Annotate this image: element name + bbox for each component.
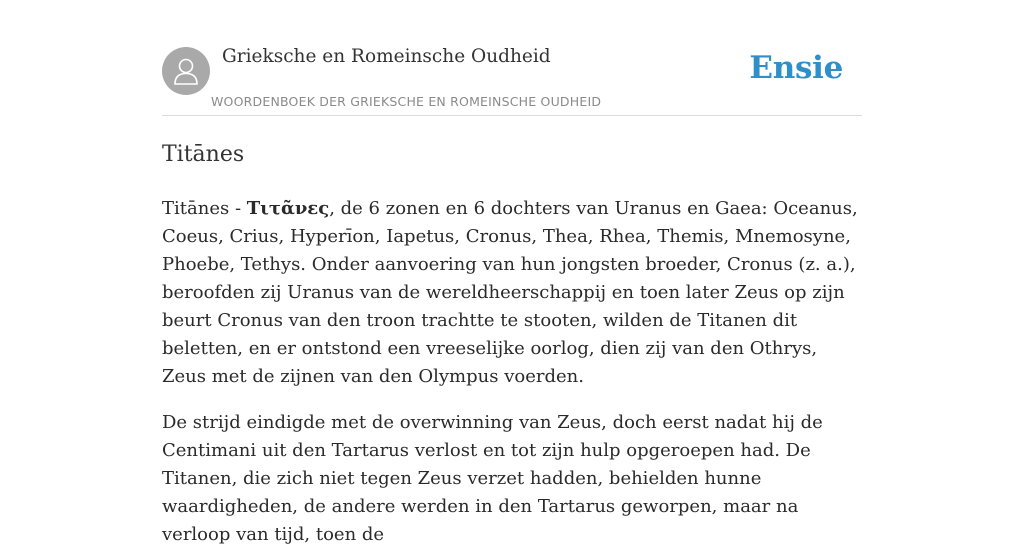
dictionary-title[interactable]: Grieksche en Romeinsche Oudheid (222, 46, 551, 67)
paragraph-text: , de 6 zonen en 6 dochters van Uranus en Gaea: Oceanus, Coeus, Crius, Hyperīon, Iapetus, Cronus, Thea, Rhea, Themis, Mnemosyne, Phoebe, Tethys. Onder aanvoering van hun jongsten broeder, Cronus (z. a.), beroofden zij Uranus van de wereldheerschappij en toen later Zeus op zijn beurt Cronus van den troon trachtte te stooten, wilden de Titanen dit beletten, en er ontstond een vreeselijke oorlog, dien zij van den Othrys, Zeus met de zijnen van den Olympus voerden. (162, 198, 858, 387)
greek-term: Τιτᾶνες (246, 198, 330, 219)
brand-logo[interactable]: Ensie (749, 50, 843, 86)
dictionary-header (162, 0, 862, 116)
entry-paragraph (162, 195, 862, 391)
dictionary-subtitle[interactable]: WOORDENBOEK DER GRIEKSCHE EN ROMEINSCHE OUDHEID (211, 94, 602, 109)
page-content (162, 0, 862, 549)
user-icon (172, 56, 200, 86)
avatar[interactable] (162, 47, 210, 95)
entry-lemma: Titānes (162, 198, 230, 219)
lemma-separator: - (229, 198, 247, 219)
entry-title: Titānes (162, 142, 245, 167)
entry-paragraph: De strijd eindigde met de overwinning van Zeus, doch eerst nadat hij de Centimani uit den Tartarus verlost en tot zijn hulp opgeroepen had. De Titanen, die zich niet tegen Zeus verzet hadden, behielden hunne waardigheden, de andere werden in den Tartarus geworpen, maar na verloop van tijd, toen de (162, 412, 823, 545)
